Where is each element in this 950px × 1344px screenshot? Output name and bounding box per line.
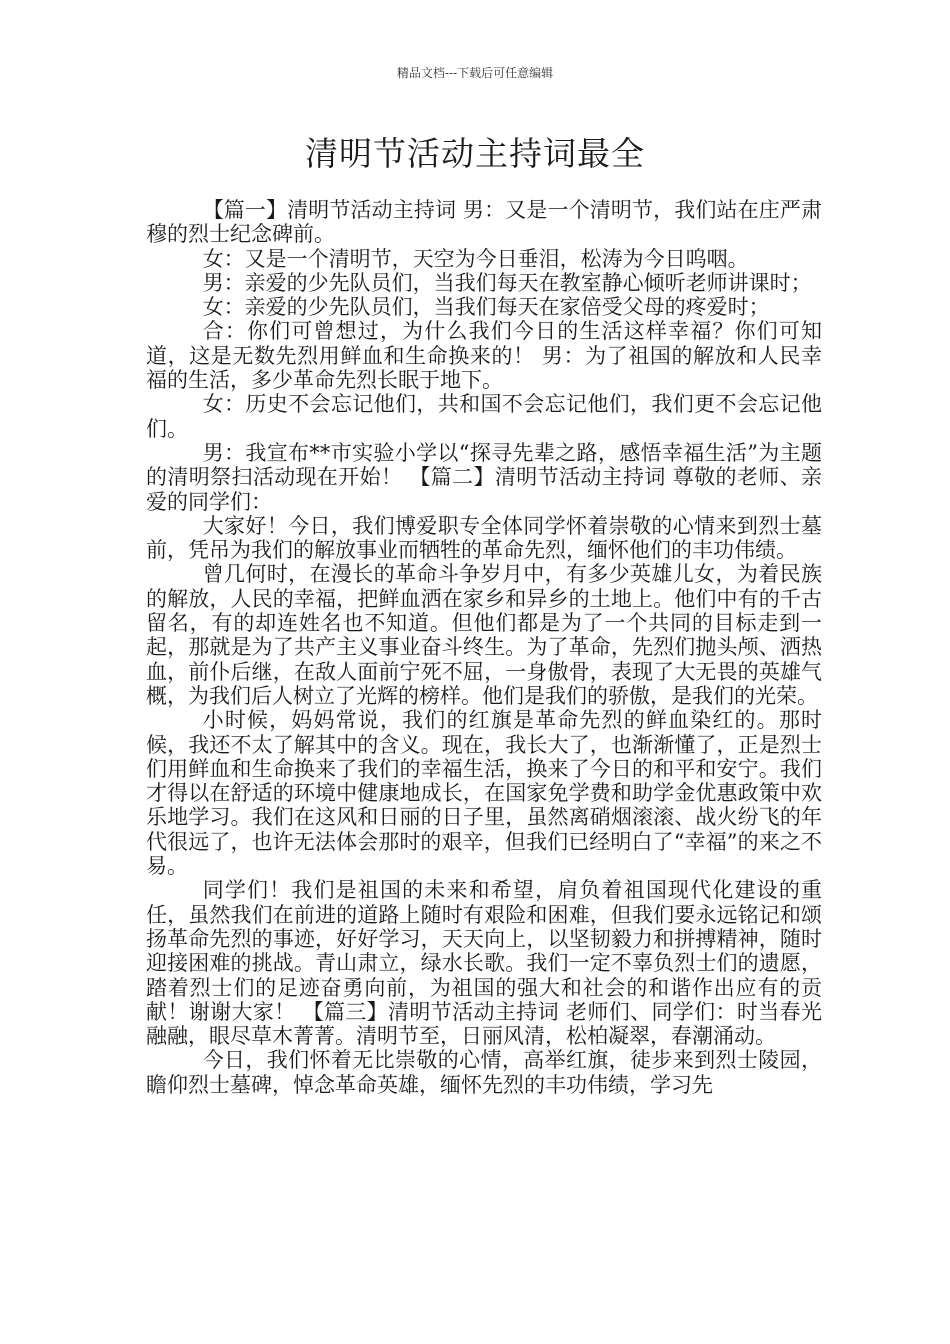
paragraph: 女：亲爱的少先队员们，当我们每天在家倍受父母的疼爱时； <box>202 295 770 320</box>
paragraph: 小时候，妈妈常说，我们的红旗是革命先烈的鲜血染红的。那时候，我还不太了解其中的含义。现在，我长大了，也渐渐懂了，正是烈士们用鲜血和生命换来了我们的幸福生活，换来了今日的和平和安宁。我们才得以在舒适的环境中健康地成长，在国家免学费和助学金优惠政策中欢乐地学习。我们在这风和日丽的日子里，虽然离硝烟滚滚、战火纷飞的年代很远了，也许无法体会那时的艰辛，但我们已经明白了“幸福”的来之不易。 <box>146 708 822 879</box>
document-title: 清明节活动主持词最全 <box>305 134 645 173</box>
paragraph: 同学们！我们是祖国的未来和希望，肩负着祖国现代化建设的重任，虽然我们在前进的道路上随时有艰险和困难，但我们要永远铭记和颂扬革命先烈的事迹，好好学习，天天向上，以坚韧毅力和拼搏精神，随时迎接困难的挑战。青山肃立，绿水长歌。我们一定不辜负烈士们的遗愿，踏着烈士们的足迹奋勇向前，为祖国的强大和社会的和谐作出应有的贡献！谢谢大家！ 【篇三】清明节活动主持词 老师们、同学们：时当春光融融，眼尽草木菁菁。清明节至，日丽风清，松柏凝翠，春潮涌动。 <box>146 878 822 1049</box>
paragraph: 男：亲爱的少先队员们，当我们每天在教室静心倾听老师讲课时； <box>202 270 812 295</box>
header-note: 精品文档---下载后可任意编辑 <box>396 66 554 80</box>
paragraph: 【篇一】清明节活动主持词 男：又是一个清明节，我们站在庄严肃穆的烈士纪念碑前。 <box>146 198 822 247</box>
paragraph: 男：我宣布**市实验小学以“探寻先辈之路，感悟幸福生活”为主题的清明祭扫活动现在开始！ 【篇二】清明节活动主持词 尊敬的老师、亲爱的同学们： <box>146 440 822 514</box>
paragraph: 今日，我们怀着无比崇敬的心情，高举红旗，徒步来到烈士陵园，瞻仰烈士墓碑，悼念革命英雄，缅怀先烈的丰功伟绩，学习先 <box>146 1048 822 1097</box>
paragraph: 女：历史不会忘记他们，共和国不会忘记他们，我们更不会忘记他们。 <box>146 392 822 441</box>
paragraph: 女：又是一个清明节，天空为今日垂泪，松涛为今日呜咽。 <box>202 246 749 271</box>
paragraph: 大家好！今日，我们博爱职专全体同学怀着崇敬的心情来到烈士墓前，凭吊为我们的解放事业而牺牲的革命先烈，缅怀他们的丰功伟绩。 <box>146 513 822 563</box>
paragraph: 曾几何时，在漫长的革命斗争岁月中，有多少英雄儿女，为着民族的解放，人民的幸福，把鲜血洒在家乡和异乡的土地上。他们中有的千古留名，有的却连姓名也不知道。但他们都是为了一个共同的目标走到一起，那就是为了共产主义事业奋斗终生。为了革命，先烈们抛头颅、洒热血，前仆后继，在敌人面前宁死不屈，一身傲骨，表现了大无畏的英雄气概，为我们后人树立了光辉的榜样。他们是我们的骄傲，是我们的光荣。 <box>146 562 822 708</box>
document-body <box>146 198 822 1097</box>
paragraph: 合：你们可曾想过，为什么我们今日的生活这样幸福？你们可知道，这是无数先烈用鲜血和生命换来的！ 男：为了祖国的解放和人民幸福的生活，多少革命先烈长眠于地下。 <box>146 319 822 393</box>
